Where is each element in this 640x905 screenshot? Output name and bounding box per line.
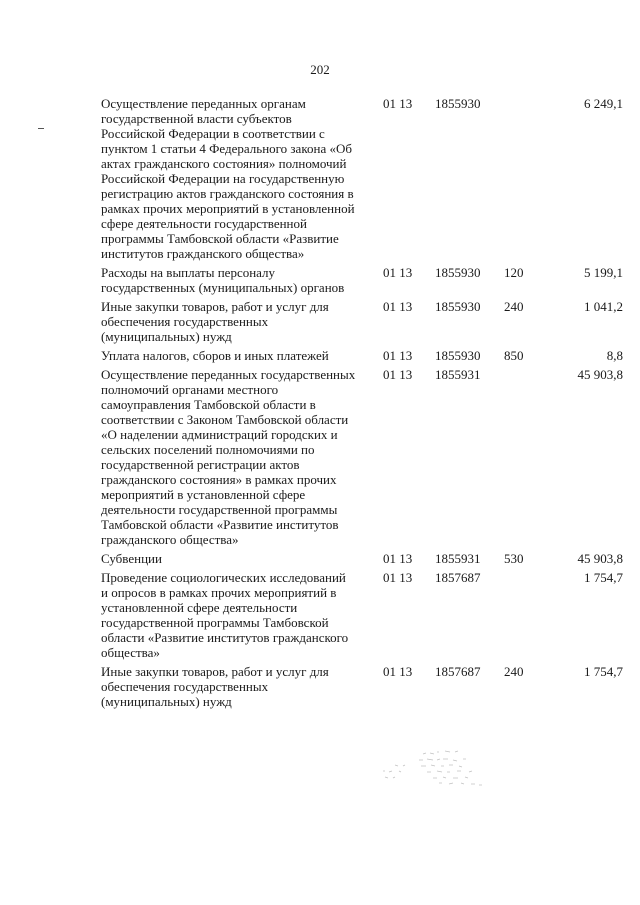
row-section: 01 13 [383,570,413,585]
row-section: 01 13 [383,299,413,314]
row-target: 1855931 [435,367,481,382]
row-expense [504,96,542,265]
budget-table [101,96,623,713]
row-expense: 530 [504,551,524,566]
row-target: 1855930 [435,348,481,363]
table-row [101,570,623,664]
faint-stamp-marks [375,748,500,790]
row-section: 01 13 [383,96,413,111]
row-target: 1857687 [435,664,481,679]
row-section: 01 13 [383,348,413,363]
table-row [101,96,623,265]
row-expense: 240 [504,299,524,314]
table-row [101,664,623,713]
row-name: Субвенции [101,551,162,566]
row-name: Проведение социологических исследований и опросов в рамках прочих мероприятий в установленной сфере деятельности государственной программы Тамбовской области «Развитие институтов гражданского общества» [101,570,349,660]
row-sum: 1 754,7 [584,664,623,679]
row-name: Иные закупки товаров, работ и услуг для обеспечения государственных (муниципальных) нужд [101,664,329,709]
row-section: 01 13 [383,265,413,280]
row-sum: 1 754,7 [584,570,623,585]
row-target: 1855931 [435,551,481,566]
table-row [101,551,623,570]
table-row [101,299,623,348]
row-name: Осуществление переданных органам государственной власти субъектов Российской Федерации в соответствии с пунктом 1 статьи 4 Федерального закона «Об актах гражданского состояния» полномочий Российской Федерации на государственную регистрацию актов гражданского состояния в рамках прочих мероприятий в установленной сфере деятельности государственной программы Тамбовской области «Развитие институтов гражданского общества» [101,96,355,261]
row-name: Иные закупки товаров, работ и услуг для обеспечения государственных (муниципальных) нужд [101,299,329,344]
row-name: Осуществление переданных государственных полномочий органами местного самоуправления Тамбовской области в соответствии с Законом Тамбовской области «О наделении администраций городских и сельских поселений полномочиями по государственной регистрации актов гражданского состояния» в рамках прочих мероприятий в установленной сфере деятельности государственной программы Тамбовской области «Развитие институтов гражданского общества» [101,367,356,547]
row-target: 1857687 [435,570,481,585]
margin-mark [38,128,44,129]
table-row [101,265,623,299]
row-section: 01 13 [383,551,413,566]
table-row [101,367,623,551]
stamp-marks-icon [375,748,500,790]
page-number: 202 [310,62,330,77]
row-expense: 120 [504,265,524,280]
row-sum: 5 199,1 [584,265,623,280]
row-section: 01 13 [383,367,413,382]
row-target: 1855930 [435,265,481,280]
row-expense [504,570,542,664]
row-sum: 45 903,8 [577,367,623,382]
row-expense [504,367,542,551]
row-expense: 850 [504,348,524,363]
row-sum: 6 249,1 [584,96,623,111]
table-row [101,348,623,367]
row-name: Уплата налогов, сборов и иных платежей [101,348,329,363]
row-target: 1855930 [435,299,481,314]
row-expense: 240 [504,664,524,679]
row-sum: 1 041,2 [584,299,623,314]
row-section: 01 13 [383,664,413,679]
row-target: 1855930 [435,96,481,111]
row-sum: 45 903,8 [577,551,623,566]
row-sum: 8,8 [606,348,623,363]
row-name: Расходы на выплаты персоналу государственных (муниципальных) органов [101,265,345,295]
